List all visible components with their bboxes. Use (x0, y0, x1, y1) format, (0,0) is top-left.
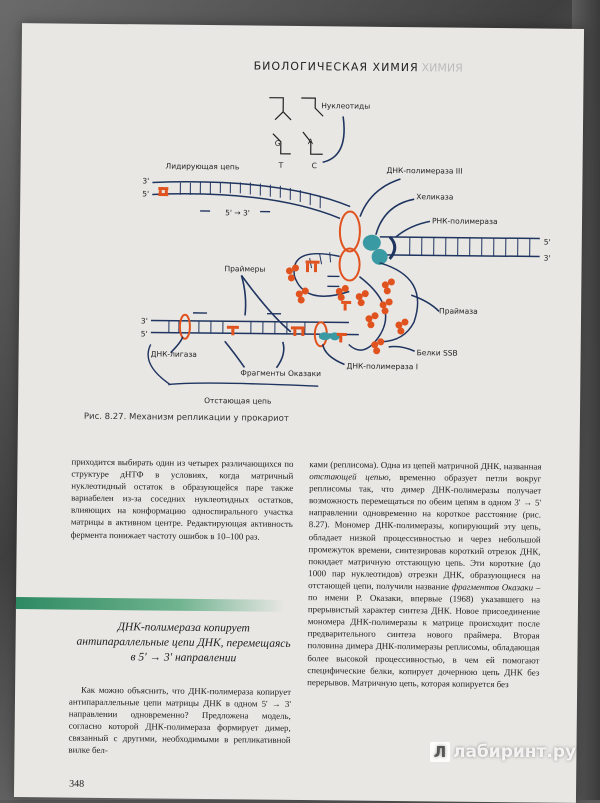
left-paragraph-1: приходится выбирать один из четырех различающихся по структуре дНТФ в условиях, когда матричный нуклеотидный остаток в образующейся паре также вариабелен из-за соседних нуклеотидных остатков, влияющих на конформацию односпирального участка матрицы в активном центре. Редактирующая активность фермента понижает частоту ошибок в 10–100 раз. (71, 456, 294, 543)
pol3-label: ДНК-полимераза III (386, 166, 462, 176)
running-header: БИОЛОГИЧЕСКАЯ ХИМИЯ (254, 60, 419, 75)
left-column-lower (68, 684, 291, 759)
lagging-3-end: 3' (141, 316, 148, 325)
lagging-5-end: 5' (141, 329, 148, 338)
primer-loop (305, 262, 319, 272)
dir-label: 5' → 3' (225, 208, 250, 217)
nucleotides-label: Нуклеотиды (321, 101, 370, 111)
nuc-c-label: C (312, 161, 317, 170)
primers-label: Праймеры (224, 264, 265, 273)
page-number: 348 (69, 779, 84, 790)
leading-3-end: 3' (142, 176, 149, 185)
left-column (71, 456, 294, 543)
term-lagging-strand: отстающей цепью (309, 471, 388, 482)
lagging-strand-label: Отстающая цепь (204, 396, 271, 406)
section-divider-bar (16, 597, 286, 612)
rna-pol-label: РНК-полимераза (432, 216, 498, 226)
left-paragraph-2: Как можно объяснить, что ДНК-полимераза копирует антипараллельные цепи матрицы ДНК в одном 5' → 3' направлении одновременно? Предложена модель, согласно которой ДНК-полимераза формирует димер, связанный с другими, необходимыми в репликативной вилке бел- (68, 684, 291, 759)
parent-duplex (380, 237, 540, 257)
parent-5-end: 5' (544, 238, 551, 247)
book-page (14, 23, 584, 803)
term-okazaki-fragments: фрагментов Оказаки (452, 582, 533, 593)
replication-diagram (18, 83, 583, 419)
section-heading: ДНК-полимераза копирует антипараллельные цепи ДНК, перемещаясь в 5' → 3' направлении (75, 620, 291, 667)
running-header-bleedthrough: ХИМИЯ (422, 61, 463, 74)
ssb-label: Белки SSB (417, 348, 458, 357)
pol3-upper (340, 211, 360, 251)
nuc-t-label: T (278, 161, 284, 170)
primer-loop-2 (341, 302, 351, 310)
parent-3-end: 3' (544, 254, 551, 263)
helicase-label: Хеликаза (416, 192, 453, 201)
ligase-shape (180, 315, 190, 339)
watermark-text: лабиринт.ру (453, 742, 576, 762)
right-text-c: – по имени Р. Оказаки, впервые (1968) указавшего на прерывистый характер синтеза ДНК. Новое присоединение мономера ДНК-полимеразы к матрице происходит после предварительного синтеза нового праймера. Вторая половина димера ДНК-полимеразы реплисомы, обладающая более высокой процессивностью, в чем ей помогают специфические белки, копирует дочернюю цепь ДНК без перерывов. Матричную цепь, которая копируется без (307, 582, 540, 688)
helicase-shape (363, 235, 381, 251)
primer-leading (158, 189, 168, 195)
nucleotides-arrow (323, 116, 345, 162)
nuc-g-label: G (275, 139, 281, 148)
right-column (307, 458, 541, 690)
pol3-lower (339, 248, 359, 280)
figure-caption: Рис. 8.27. Механизм репликации у прокариот (84, 412, 289, 424)
labirint-watermark (430, 742, 576, 762)
okazaki-label: Фрагменты Оказаки (240, 368, 321, 378)
nuc-a-label: A (308, 137, 314, 146)
ligase-label: ДНК-лигаза (151, 349, 197, 358)
leading-strand-label: Лидирующая цепь (166, 162, 240, 172)
primase-label: Праймаза (439, 306, 478, 315)
right-paragraph-1 (307, 458, 541, 690)
right-text-a: ками (реплисома). Одна из цепей матричной ДНК, названная (309, 459, 541, 471)
pol1-label: ДНК-полимераза I (346, 361, 418, 371)
right-text-b: , временно образует петли вокруг реплисомы так, что димер ДНК-полимеразы получает возможность перемещаться по обеим цепям в одном 3' → 5' направлении одновременно на короткое расстояние (рис. 8.27). Мономер ДНК-полимеразы, копирующий эту цепь, обладает низкой процессивностью и через небольшой промежуток времени, синтезировав короткий отрезок ДНК, покидает матричную отстающую цепь. Эти короткие (до 1000 пар нуклеотидов) отрезки ДНК, образующиеся на отстающей цепи, получили название (308, 472, 541, 592)
leading-5-end: 5' (142, 189, 149, 198)
labirint-logo-icon: Л (430, 742, 450, 762)
